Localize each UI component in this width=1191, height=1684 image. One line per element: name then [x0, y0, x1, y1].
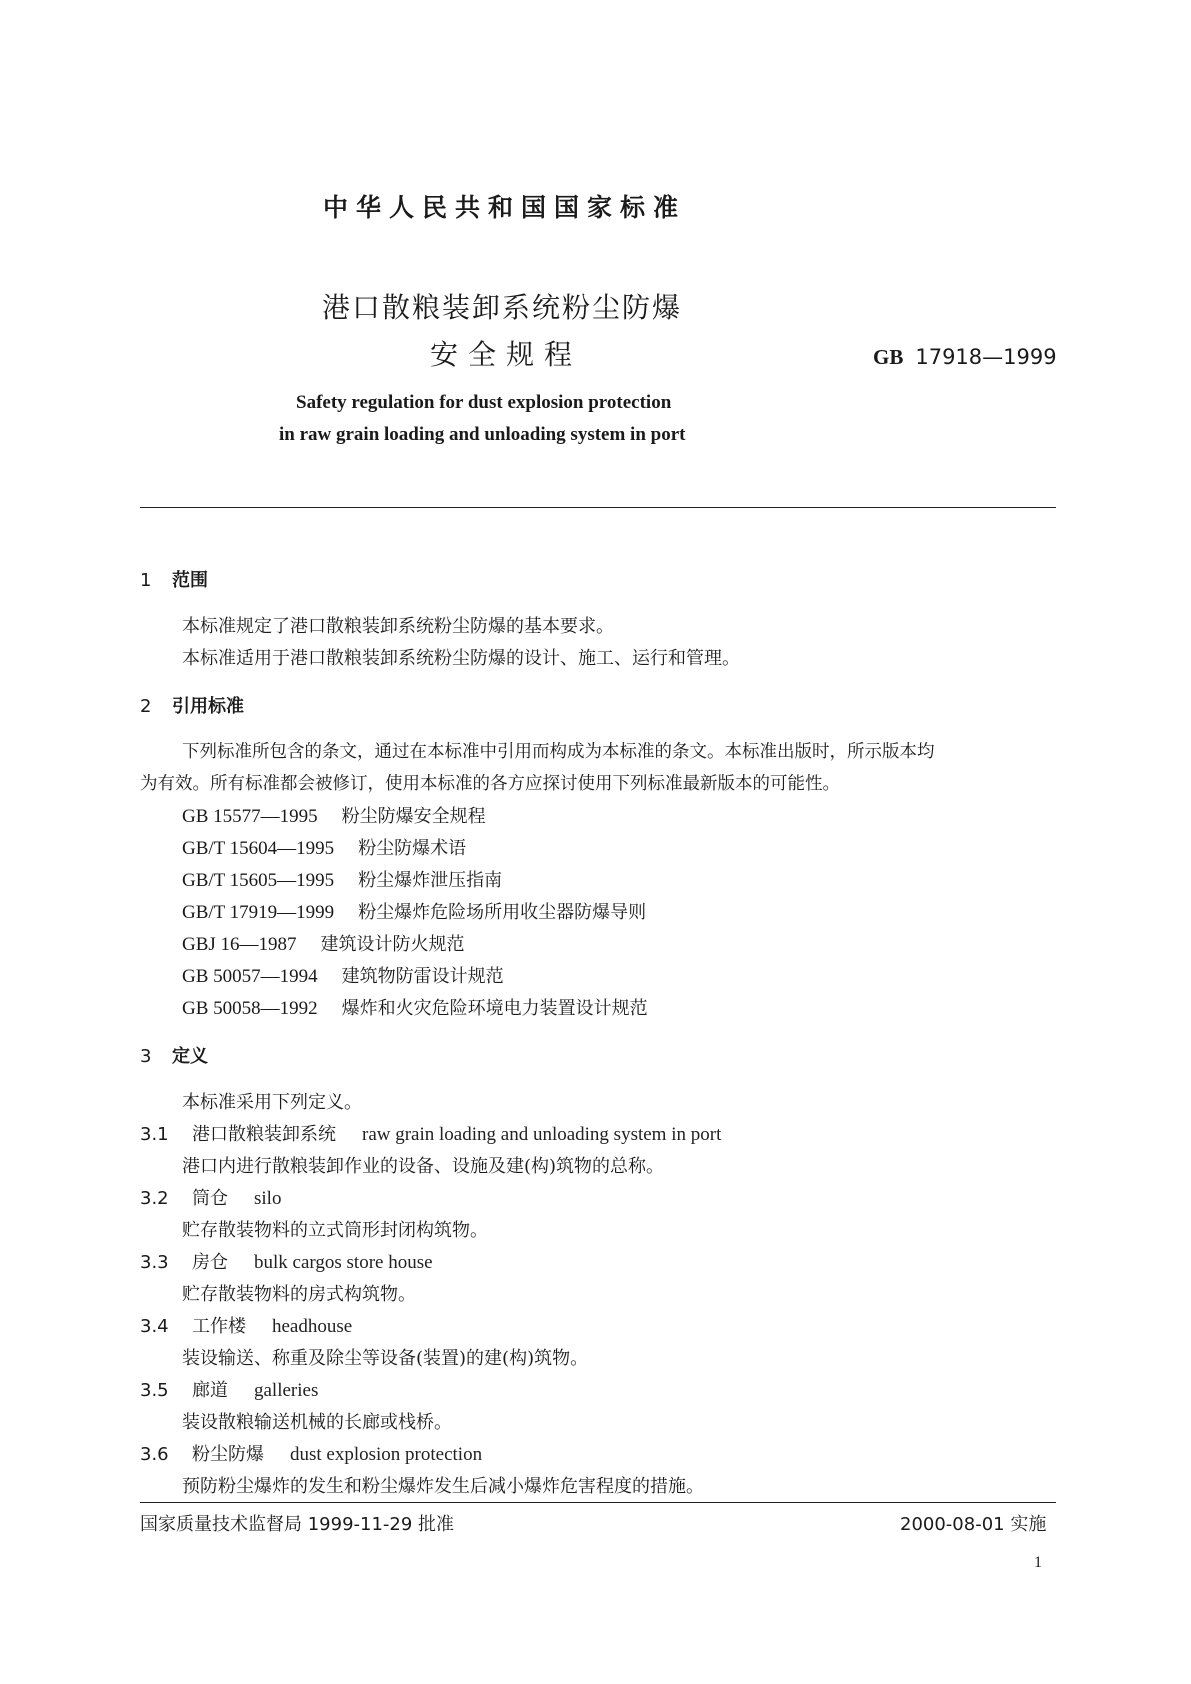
definition-term: 3.3 房仓 bulk cargos store house: [140, 1252, 433, 1273]
reference-item: GB/T 17919—1999 粉尘爆炸危险场所用收尘器防爆导则: [182, 902, 647, 923]
definition-text: 装设散粮输送机械的长廊或栈桥。: [182, 1412, 452, 1433]
org-title: 中华人民共和国国家标准: [323, 193, 687, 222]
reference-item: GB 50057—1994 建筑物防雷设计规范: [182, 966, 504, 987]
standard-prefix: GB: [873, 345, 904, 369]
definition-term: 3.2 筒仓 silo: [140, 1188, 282, 1209]
reference-item: GBJ 16—1987 建筑设计防火规范: [182, 934, 465, 955]
effective-date: 2000-08-01 实施: [900, 1514, 1047, 1535]
section-3-intro: 本标准采用下列定义。: [182, 1092, 362, 1113]
page-number: 1: [1034, 1554, 1042, 1571]
section-2-intro-line2: 为有效。所有标准都会被修订，使用本标准的各方应探讨使用下列标准最新版本的可能性。: [140, 774, 840, 794]
definition-text: 贮存散装物料的房式构筑物。: [182, 1284, 416, 1305]
section-2-heading: 2 引用标准: [140, 696, 244, 717]
header-divider: [140, 507, 1056, 508]
document-title-line2: 安全规程: [430, 338, 583, 371]
definition-text: 贮存散装物料的立式筒形封闭构筑物。: [182, 1220, 488, 1241]
standard-code: 17918—1999: [915, 345, 1057, 369]
definition-text: 装设输送、称重及除尘等设备(装置)的建(构)筑物。: [182, 1348, 589, 1369]
section-1-heading: 1 范围: [140, 570, 208, 591]
approval-info: 国家质量技术监督局 1999-11-29 批准: [140, 1514, 455, 1535]
definition-term: 3.5 廊道 galleries: [140, 1380, 319, 1401]
english-title-line2: in raw grain loading and unloading system in port: [279, 424, 686, 445]
reference-item: GB/T 15605—1995 粉尘爆炸泄压指南: [182, 870, 503, 891]
section-1-para-1: 本标准规定了港口散粮装卸系统粉尘防爆的基本要求。: [182, 616, 614, 637]
definition-term: 3.6 粉尘防爆 dust explosion protection: [140, 1444, 483, 1465]
section-2-intro-line1: 下列标准所包含的条文，通过在本标准中引用而构成为本标准的条文。本标准出版时，所示版本均: [182, 742, 935, 762]
section-1-para-2: 本标准适用于港口散粮装卸系统粉尘防爆的设计、施工、运行和管理。: [182, 648, 740, 669]
english-title-line1: Safety regulation for dust explosion protection: [296, 392, 672, 413]
reference-item: GB 15577—1995 粉尘防爆安全规程: [182, 806, 486, 827]
standard-number: [873, 345, 1057, 370]
definition-term: 3.4 工作楼 headhouse: [140, 1316, 353, 1337]
reference-item: GB/T 15604—1995 粉尘防爆术语: [182, 838, 467, 859]
definition-text: 港口内进行散粮装卸作业的设备、设施及建(构)筑物的总称。: [182, 1156, 665, 1177]
section-3-heading: 3 定义: [140, 1046, 208, 1067]
reference-item: GB 50058—1992 爆炸和火灾危险环境电力装置设计规范: [182, 998, 648, 1019]
document-title-line1: 港口散粮装卸系统粉尘防爆: [322, 291, 683, 324]
definition-term: 3.1 港口散粮装卸系统 raw grain loading and unloading system in port: [140, 1124, 722, 1145]
definition-text: 预防粉尘爆炸的发生和粉尘爆炸发生后减小爆炸危害程度的措施。: [182, 1476, 704, 1497]
footer-divider: [140, 1502, 1056, 1503]
